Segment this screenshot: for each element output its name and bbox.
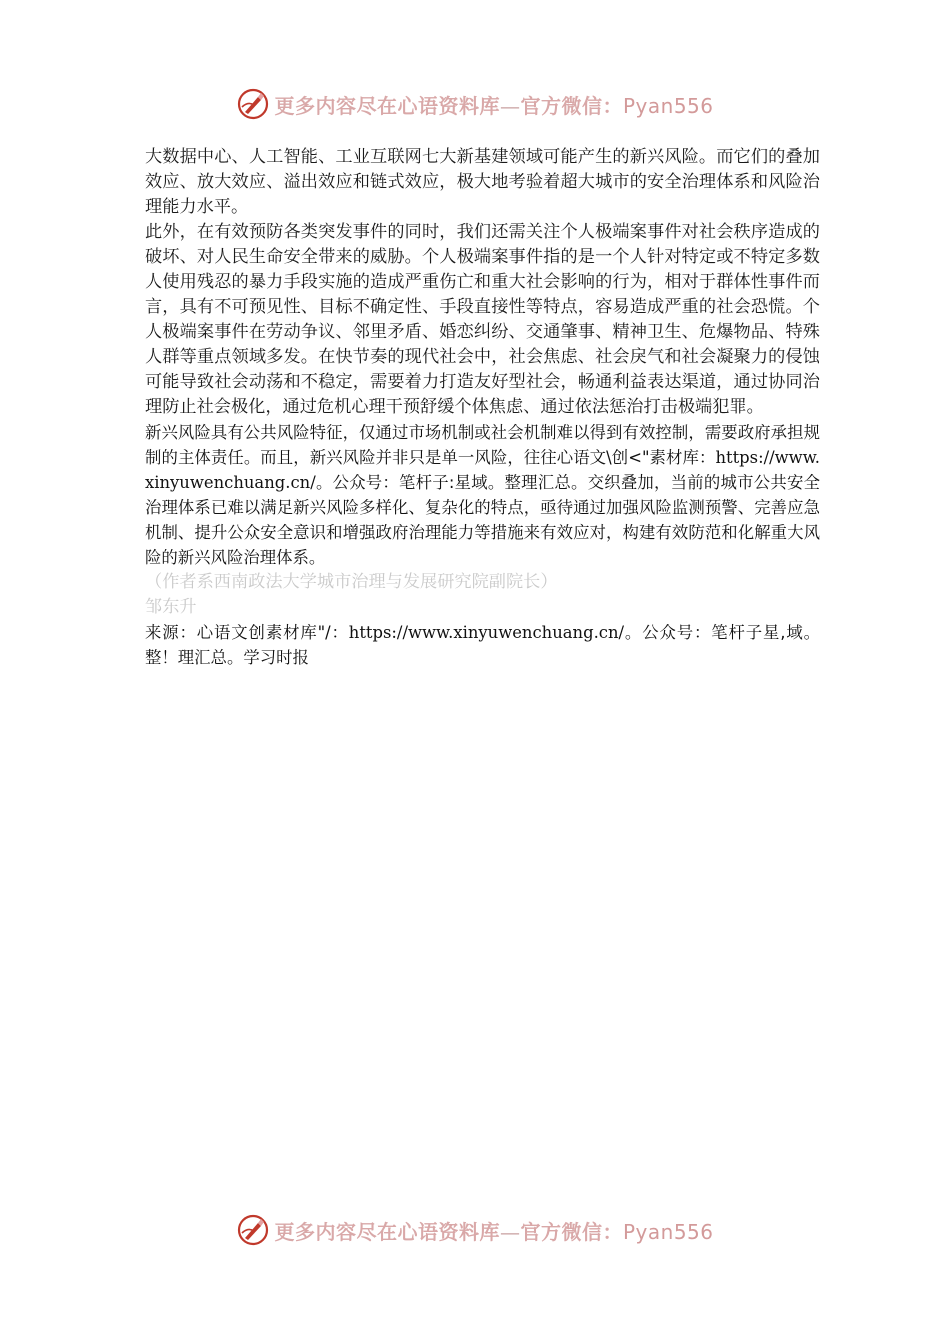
paragraph-3-part-b: 。公众号：笔杆子:星域。整理汇总。交织叠加，当前的城市公共安全治理体系已难以满足新兴风险多样化、复杂化的特点，亟待通过加强风险监测预警、完善应急机制、提升公众安全意识和增强政府治理能力等措施来有效应对，构建有效防范和化解重大风险的新兴风险治理体系。 (145, 473, 820, 567)
banner-wechat-id: Pyan556 (622, 93, 714, 118)
author-name: 邹东升 (145, 597, 197, 617)
author-note: （作者系西南政法大学城市治理与发展研究院副院长） (145, 572, 558, 592)
paragraph-3-url: https://www.xinyuwenchuang.cn/ (145, 448, 820, 492)
paragraph-1: 大数据中心、人工智能、工业互联网七大新基建领域可能产生的新兴风险。而它们的叠加效应、放大效应、溢出效应和链式效应，极大地考验着超大城市的安全治理体系和风险治理能力水平。 (145, 147, 820, 217)
banner-title: 更多内容尽在心语资料库 (274, 93, 500, 118)
source-line (145, 620, 820, 670)
header-watermark-banner (0, 84, 950, 124)
banner-dash: — (499, 93, 521, 118)
source-url: https://www.xinyuwenchuang.cn/ (348, 623, 625, 642)
article-body (145, 145, 820, 670)
banner-official-label: 官方微信： (520, 93, 623, 118)
banner-wechat-id: Pyan556 (622, 1219, 714, 1244)
paragraph-3-part-a: 新兴风险具有公共风险特征，仅通过市场机制或社会机制难以得到有效控制，需要政府承担规制的主体责任。而且，新兴风险并非只是单一风险，往往心语文\创<"素材库： (145, 423, 820, 467)
source-part-a: 来源：心语文创素材库"/： (145, 623, 349, 642)
pen-logo-icon (236, 87, 270, 121)
pen-logo-icon (236, 1213, 270, 1247)
banner-text (274, 1216, 713, 1245)
banner-title: 更多内容尽在心语资料库 (274, 1219, 500, 1244)
banner-dash: — (499, 1219, 521, 1244)
paragraph-3 (145, 420, 820, 570)
paragraph-2: 此外，在有效预防各类突发事件的同时，我们还需关注个人极端案事件对社会秩序造成的破坏、对人民生命安全带来的威胁。个人极端案事件指的是一个人针对特定或不特定多数人使用残忍的暴力手段实施的造成严重伤亡和重大社会影响的行为，相对于群体性事件而言，具有不可预见性、目标不确定性、手段直接性等特点，容易造成严重的社会恐慌。个人极端案事件在劳动争议、邻里矛盾、婚恋纠纷、交通肇事、精神卫生、危爆物品、特殊人群等重点领域多发。在快节奏的现代社会中，社会焦虑、社会戾气和社会凝聚力的侵蚀可能导致社会动荡和不稳定，需要着力打造友好型社会，畅通利益表达渠道，通过协同治理防止社会极化，通过危机心理干预舒缓个体焦虑、通过依法惩治打击极端犯罪。 (145, 222, 820, 417)
banner-official-label: 官方微信： (520, 1219, 623, 1244)
footer-watermark-banner (0, 1210, 950, 1250)
banner-text (274, 90, 713, 119)
source-part-b: 。公众号：笔杆子星,域。整！理汇总。学习时报 (145, 623, 820, 667)
